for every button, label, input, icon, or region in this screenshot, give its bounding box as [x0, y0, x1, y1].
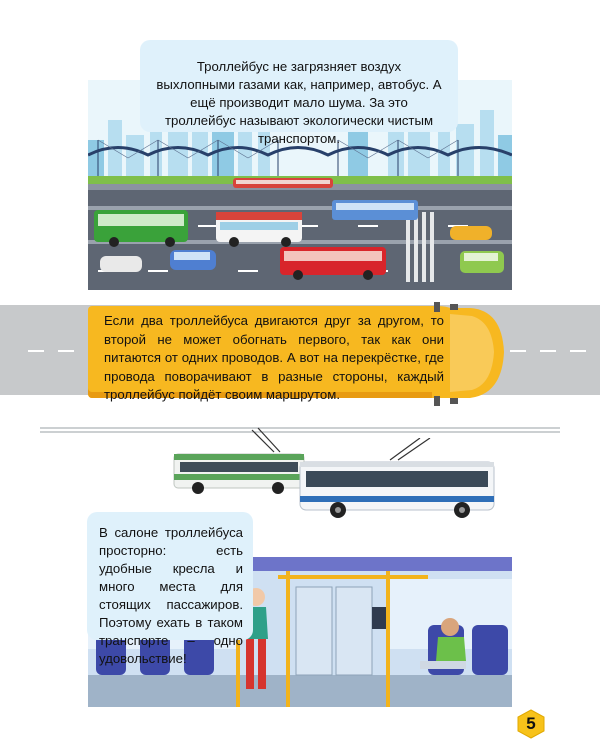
paragraph-overtaking: Если два троллейбуса двигаются друг за другом, то второй не может обогнать первого, так как они питаются от одних проводов. А вот на перекрёстке, где провода поворачивают в разные стороны, каждый троллейбус пойдёт своим маршрутом. — [104, 313, 444, 402]
blue-trolleybus-drawing — [290, 438, 500, 523]
lane-dash — [28, 350, 44, 352]
paragraph-ecology: Троллейбус не загрязняет воздух выхлопными газами как, например, автобус. А ещё производит мало шума. За это троллейбус называют экологически чистым транспортом. — [156, 59, 442, 146]
text-box-interior — [87, 512, 253, 666]
lane-dash — [510, 350, 526, 352]
page-number-badge — [516, 709, 546, 739]
lane-dash — [58, 350, 74, 352]
text-box-ecology — [140, 40, 458, 146]
lane-dash — [540, 350, 556, 352]
lane-dash — [570, 350, 586, 352]
page-number: 5 — [526, 714, 536, 733]
road-edge-top — [0, 300, 600, 305]
paragraph-interior: В салоне троллейбуса просторно: есть удобные кресла и много места для стоящих пассажиров. Поэтому ехать в таком транспорте – одно удовольствие! — [99, 525, 243, 666]
